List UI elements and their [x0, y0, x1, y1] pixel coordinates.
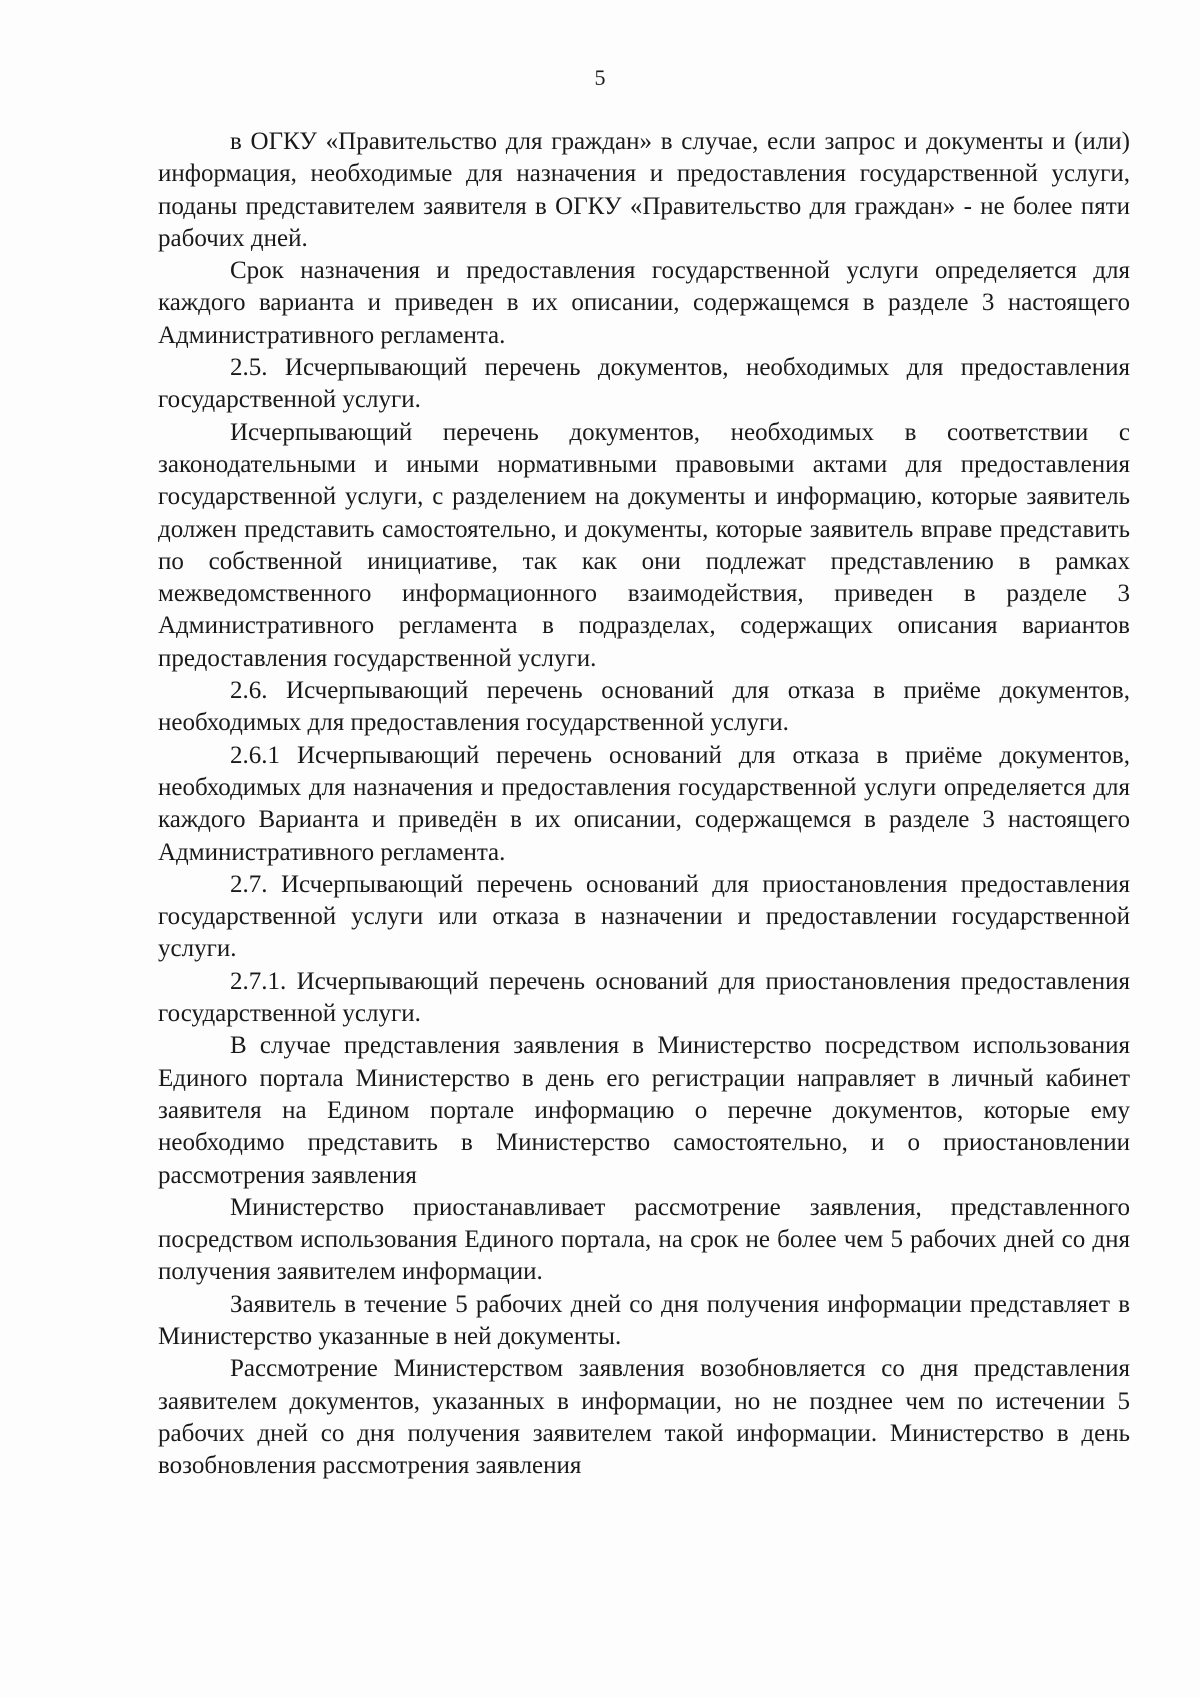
section-2-5-heading: 2.5. Исчерпывающий перечень документов, необходимых для предоставления государственной услуги. [158, 354, 1130, 414]
paragraph-applicant-documents: Заявитель в течение 5 рабочих дней со дня получения информации представляет в Министерство указанные в ней документы. [158, 1290, 1130, 1350]
document-body [158, 126, 1130, 1482]
paragraph-resumption: Рассмотрение Министерством заявления возобновляется со дня представления заявителем документов, указанных в информации, но не позднее чем по истечении 5 рабочих дней со дня получения заявителем такой информации. Министерство в день возобновления рассмотрения заявления [158, 1355, 1130, 1480]
paragraph-portal-submission: В случае представления заявления в Министерство посредством использования Единого портала Министерство в день его регистрации направляет в личный кабинет заявителя на Едином портале информацию о перечне документов, которые ему необходимо представить в Министерство самостоятельно, и о приостановлении рассмотрения заявления [158, 1032, 1130, 1189]
paragraph-documents-list: Исчерпывающий перечень документов, необходимых в соответствии с законодательными и иными нормативными правовыми актами для предоставления государственной услуги, с разделением на документы и информацию, которые заявитель должен представить самостоятельно, и документы, которые заявитель вправе представить по собственной инициативе, так как они подлежат представлению в рамках межведомственного информационного взаимодействия, приведен в разделе 3 Административного регламента в подразделах, содержащих описания вариантов предоставления государственной услуги. [158, 418, 1130, 672]
page-number: 5 [594, 65, 606, 90]
section-2-7-1-heading: 2.7.1. Исчерпывающий перечень оснований для приостановления предоставления государственной услуги. [158, 967, 1130, 1028]
section-2-7-heading: 2.7. Исчерпывающий перечень оснований для приостановления предоставления государственной услуги или отказа в назначении и предоставлении государственной услуги. [158, 870, 1130, 963]
paragraph-continuation: в ОГКУ «Правительство для граждан» в случае, если запрос и документы и (или) информация, необходимые для назначения и предоставления государственной услуги, поданы представителем заявителя в ОГКУ «Правительство для граждан» - не более пяти рабочих дней. [158, 128, 1130, 252]
section-2-6-1-paragraph: 2.6.1 Исчерпывающий перечень оснований для отказа в приёме документов, необходимых для назначения и предоставления государственной услуги определяется для каждого Варианта и приведён в их описании, содержащемся в разделе 3 настоящего Административного регламента. [158, 741, 1130, 866]
section-2-6-heading: 2.6. Исчерпывающий перечень оснований для отказа в приёме документов, необходимых для предоставления государственной услуги. [158, 677, 1130, 737]
paragraph-service-term: Срок назначения и предоставления государственной услуги определяется для каждого варианта и приведен в их описании, содержащемся в разделе 3 настоящего Административного регламента. [158, 257, 1130, 349]
paragraph-suspension: Министерство приостанавливает рассмотрение заявления, представленного посредством использования Единого портала, на срок не более чем 5 рабочих дней со дня получения заявителем информации. [158, 1193, 1130, 1286]
